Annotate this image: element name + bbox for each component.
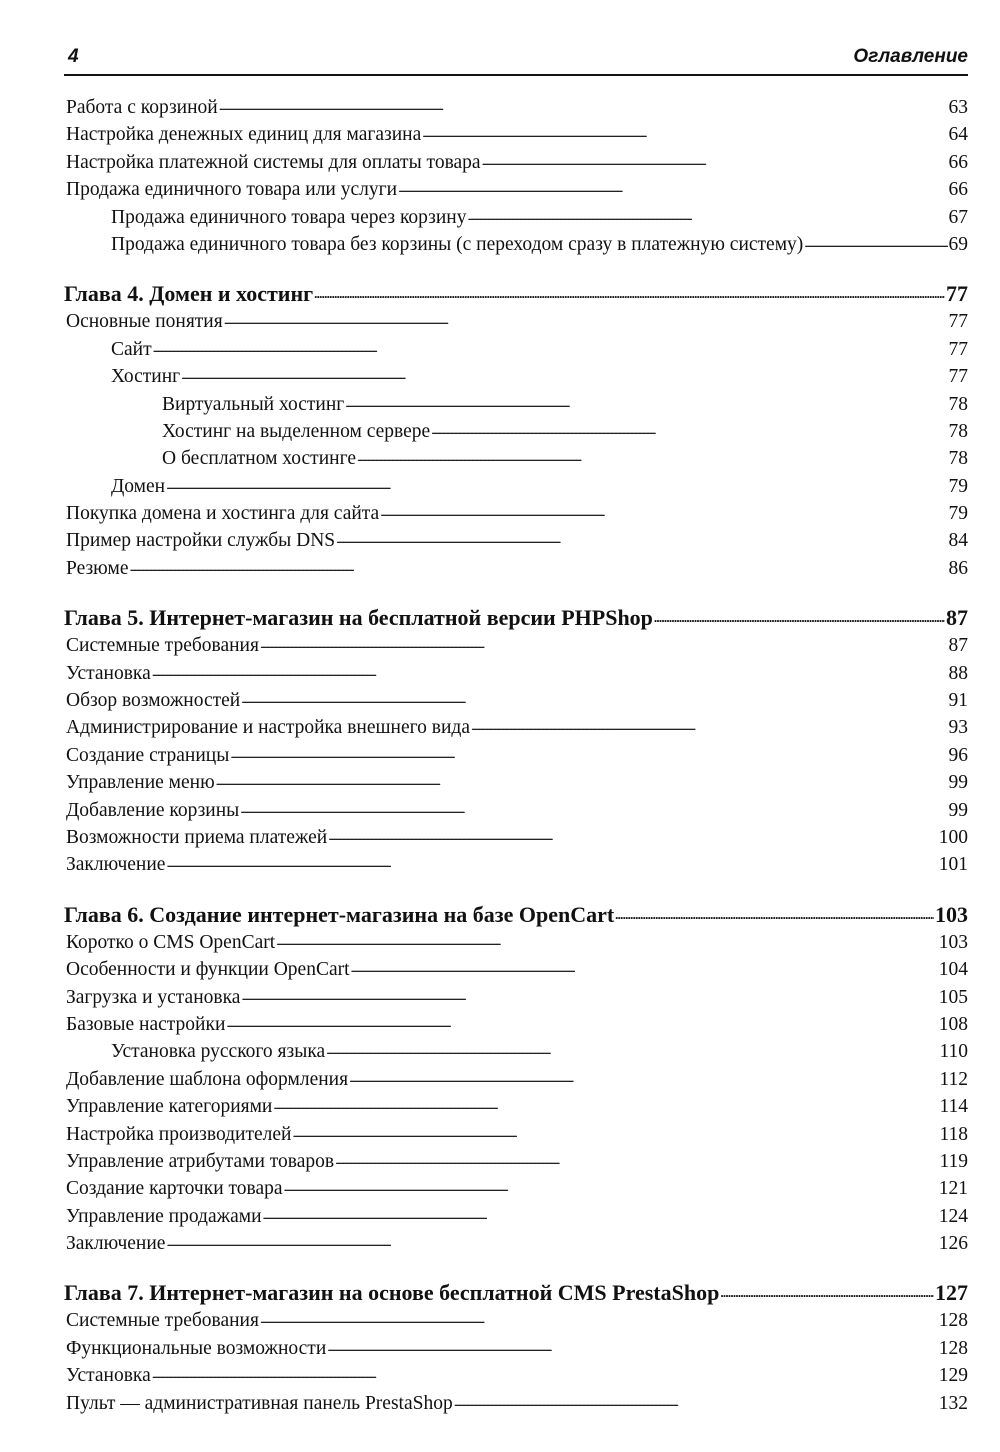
dot-leader (326, 1038, 938, 1060)
toc-entry-title: Пример настройки службы DNS (66, 530, 336, 552)
toc-entry-page: 86 (948, 557, 968, 579)
toc-entry-page: 77 (946, 281, 968, 307)
dot-leader (226, 1011, 937, 1033)
toc-entry-title: Коротко о CMS OpenCart (66, 931, 276, 953)
toc-entry-title: Управление атрибутами товаров (66, 1150, 335, 1172)
toc-entry-page: 64 (948, 124, 968, 146)
toc-entry (64, 152, 968, 179)
toc-entry-page: 93 (948, 717, 968, 739)
toc-entry-title: Сайт (111, 338, 152, 360)
dot-leader (615, 899, 934, 925)
dot-leader (241, 984, 937, 1006)
toc-chapter (64, 281, 968, 311)
toc-entry (64, 124, 968, 151)
toc-entry-title: Базовые настройки (66, 1013, 226, 1035)
dot-leader (422, 121, 947, 143)
toc-entry-page: 118 (939, 1123, 968, 1145)
toc-entry-page: 126 (938, 1233, 968, 1255)
dot-leader (398, 176, 947, 198)
running-header (64, 44, 968, 76)
toc-entry-title: Продажа единичного товара без корзины (с переходом сразу в платежную систему) (111, 233, 804, 255)
toc-entry-page: 84 (948, 530, 968, 552)
toc-entry-title: Заключение (66, 1233, 166, 1255)
toc-entry (64, 311, 968, 338)
toc-entry (64, 1014, 968, 1041)
toc-entry (64, 854, 968, 881)
dot-leader (166, 851, 937, 873)
toc-entry-title: Хостинг (111, 366, 181, 388)
dot-leader (276, 929, 938, 951)
toc-entry-title: Добавление шаблона оформления (66, 1068, 349, 1090)
dot-leader (336, 527, 947, 549)
dot-leader (349, 1066, 938, 1088)
dot-leader (166, 1230, 937, 1252)
toc-entry-title: Глава 5. Интернет-магазин на бесплатной версии PHPShop (64, 605, 653, 631)
toc-chapter (64, 902, 968, 932)
toc-entry-title: О бесплатном хостинге (162, 448, 356, 470)
dot-leader (166, 473, 947, 495)
toc-entry-title: Создание карточки товара (66, 1178, 283, 1200)
dot-leader (804, 231, 947, 253)
dot-leader (216, 769, 948, 791)
toc-entry-page: 91 (948, 690, 968, 712)
toc-entry (64, 1206, 968, 1233)
toc-entry (64, 558, 968, 585)
dot-leader (720, 1277, 934, 1303)
dot-leader (471, 714, 948, 736)
dot-leader (240, 797, 947, 819)
toc-entry (64, 366, 968, 393)
toc-entry-page: 129 (938, 1365, 968, 1387)
toc-entry-title: Настройка платежной системы для оплаты товара (66, 151, 481, 173)
toc-entry (64, 179, 968, 206)
dot-leader (260, 1307, 938, 1329)
toc-entry-page: 99 (948, 772, 968, 794)
toc-entry (64, 339, 968, 366)
toc-entry-title: Функциональные возможности (66, 1337, 327, 1359)
toc-entry (64, 1178, 968, 1205)
toc-entry (64, 1096, 968, 1123)
toc-entry (64, 800, 968, 827)
dot-leader (654, 602, 945, 628)
toc-entry-page: 108 (938, 1013, 968, 1035)
toc-entry-title: Виртуальный хостинг (162, 393, 345, 415)
toc-entry-page: 96 (948, 744, 968, 766)
dot-leader (263, 1203, 938, 1225)
dot-leader (219, 94, 948, 116)
toc-entry-title: Создание страницы (66, 744, 230, 766)
toc-entry-page: 105 (938, 986, 968, 1008)
toc-chapter (64, 1280, 968, 1310)
toc-entry-title: Резюме (66, 557, 129, 579)
toc-entry (64, 772, 968, 799)
toc-entry-page: 128 (938, 1310, 968, 1332)
toc-entry-title: Обзор возможностей (66, 690, 241, 712)
toc-entry (64, 1233, 968, 1260)
dot-leader (351, 956, 938, 978)
dot-leader (314, 278, 945, 304)
toc-entry (64, 503, 968, 530)
toc-entry (64, 827, 968, 854)
toc-entry (64, 97, 968, 124)
dot-leader (293, 1121, 939, 1143)
dot-leader (328, 824, 938, 846)
toc-entry (64, 394, 968, 421)
toc-entry-title: Продажа единичного товара или услуги (66, 179, 398, 201)
toc-entry-title: Установка (66, 1365, 151, 1387)
toc-entry-page: 127 (935, 1280, 968, 1306)
toc-entry-page: 101 (938, 854, 968, 876)
toc-entry-title: Администрирование и настройка внешнего вида (66, 717, 470, 739)
toc-entry-title: Возможности приема платежей (66, 826, 328, 848)
toc-entry-title: Установка русского языка (111, 1041, 326, 1063)
dot-leader (230, 742, 947, 764)
toc-entry-page: 69 (948, 233, 968, 255)
dot-leader (345, 391, 947, 413)
toc-entry (64, 530, 968, 557)
toc-entry-title: Продажа единичного товара через корзину (111, 206, 467, 228)
toc-entry (64, 1393, 968, 1420)
toc-entry (64, 207, 968, 234)
toc-entry-page: 79 (948, 503, 968, 525)
toc-entry-page: 79 (948, 475, 968, 497)
toc-entry-title: Домен (111, 475, 166, 497)
toc-entry-page: 87 (948, 635, 968, 657)
toc-entry-page: 110 (939, 1041, 968, 1063)
toc-entry-page: 78 (948, 420, 968, 442)
toc-entry (64, 690, 968, 717)
dot-leader (260, 632, 948, 654)
toc-entry (64, 717, 968, 744)
dot-leader (335, 1148, 938, 1170)
dot-leader (284, 1175, 938, 1197)
toc-entry-page: 77 (948, 338, 968, 360)
toc-entry-title: Настройка производителей (66, 1123, 292, 1145)
toc-entry-title: Управление меню (66, 772, 215, 794)
toc-entry-page: 128 (938, 1337, 968, 1359)
toc-entry-page: 78 (948, 448, 968, 470)
toc-entry-page: 87 (946, 605, 968, 631)
toc-entry (64, 1124, 968, 1151)
toc-entry (64, 476, 968, 503)
toc-entry-title: Работа с корзиной (66, 97, 218, 118)
toc-entry-page: 103 (938, 931, 968, 953)
dot-leader (130, 555, 948, 577)
toc-entry-page: 78 (948, 393, 968, 415)
toc-entry-page: 77 (948, 366, 968, 388)
toc-entry-title: Системные требования (66, 635, 259, 657)
toc-entry (64, 959, 968, 986)
toc-entry-page: 112 (939, 1068, 968, 1090)
toc-entry (64, 932, 968, 959)
toc-entry (64, 635, 968, 662)
toc-entry (64, 663, 968, 690)
toc-entry-page: 114 (939, 1096, 968, 1118)
toc-entry-title: Установка (66, 662, 151, 684)
toc-entry (64, 745, 968, 772)
dot-leader (181, 363, 947, 385)
dot-leader (152, 1362, 938, 1384)
toc-entry-page: 124 (938, 1205, 968, 1227)
table-of-contents (64, 97, 968, 1420)
toc-entry-title: Хостинг на выделенном сервере (162, 420, 431, 442)
toc-entry-page: 103 (935, 901, 968, 927)
toc-entry (64, 234, 968, 261)
toc-entry (64, 987, 968, 1014)
toc-entry-title: Управление продажами (66, 1205, 262, 1227)
toc-entry (64, 1151, 968, 1178)
toc-entry (64, 421, 968, 448)
toc-entry-page: 67 (948, 206, 968, 228)
dot-leader (482, 149, 948, 171)
toc-entry (64, 1338, 968, 1365)
toc-entry-title: Заключение (66, 854, 166, 876)
toc-entry-title: Пульт — административная панель PrestaShop (66, 1392, 453, 1414)
toc-entry-title: Глава 7. Интернет-магазин на основе бесплатной CMS PrestaShop (64, 1280, 720, 1306)
dot-leader (454, 1390, 938, 1412)
toc-entry-title: Загрузка и установка (66, 986, 241, 1008)
toc-entry-page: 77 (948, 311, 968, 333)
toc-entry (64, 1041, 968, 1068)
dot-leader (468, 204, 948, 226)
toc-entry-title: Покупка домена и хостинга для сайта (66, 503, 380, 525)
dot-leader (380, 500, 947, 522)
toc-entry-title: Добавление корзины (66, 799, 240, 821)
toc-entry-page: 63 (948, 97, 968, 118)
dot-leader (357, 445, 948, 467)
toc-entry-title: Настройка денежных единиц для магазина (66, 124, 422, 146)
toc-entry-page: 66 (948, 179, 968, 201)
running-title: Оглавление (853, 46, 968, 67)
toc-entry-page: 100 (938, 826, 968, 848)
toc-entry-page: 121 (938, 1178, 968, 1200)
toc-chapter (64, 605, 968, 635)
dot-leader (153, 336, 948, 358)
toc-entry (64, 1069, 968, 1096)
toc-entry (64, 448, 968, 475)
toc-entry-page: 66 (948, 151, 968, 173)
toc-entry-page: 119 (939, 1150, 968, 1172)
toc-entry-title: Управление категориями (66, 1096, 273, 1118)
dot-leader (152, 660, 948, 682)
toc-entry (64, 1365, 968, 1392)
toc-entry-page: 99 (948, 799, 968, 821)
toc-entry-title: Глава 6. Создание интернет-магазина на базе OpenCart (64, 901, 615, 927)
dot-leader (431, 418, 947, 440)
toc-entry-page: 132 (938, 1392, 968, 1414)
toc-entry-title: Глава 4. Домен и хостинг (64, 281, 314, 307)
dot-leader (224, 308, 948, 330)
toc-entry-title: Основные понятия (66, 311, 223, 333)
dot-leader (241, 687, 947, 709)
toc-entry-title: Системные требования (66, 1310, 259, 1332)
toc-entry-page: 88 (948, 662, 968, 684)
dot-leader (327, 1335, 937, 1357)
page-number: 4 (68, 46, 79, 67)
toc-entry-title: Особенности и функции OpenCart (66, 959, 350, 981)
toc-entry (64, 1310, 968, 1337)
toc-entry-page: 104 (938, 959, 968, 981)
dot-leader (273, 1093, 938, 1115)
